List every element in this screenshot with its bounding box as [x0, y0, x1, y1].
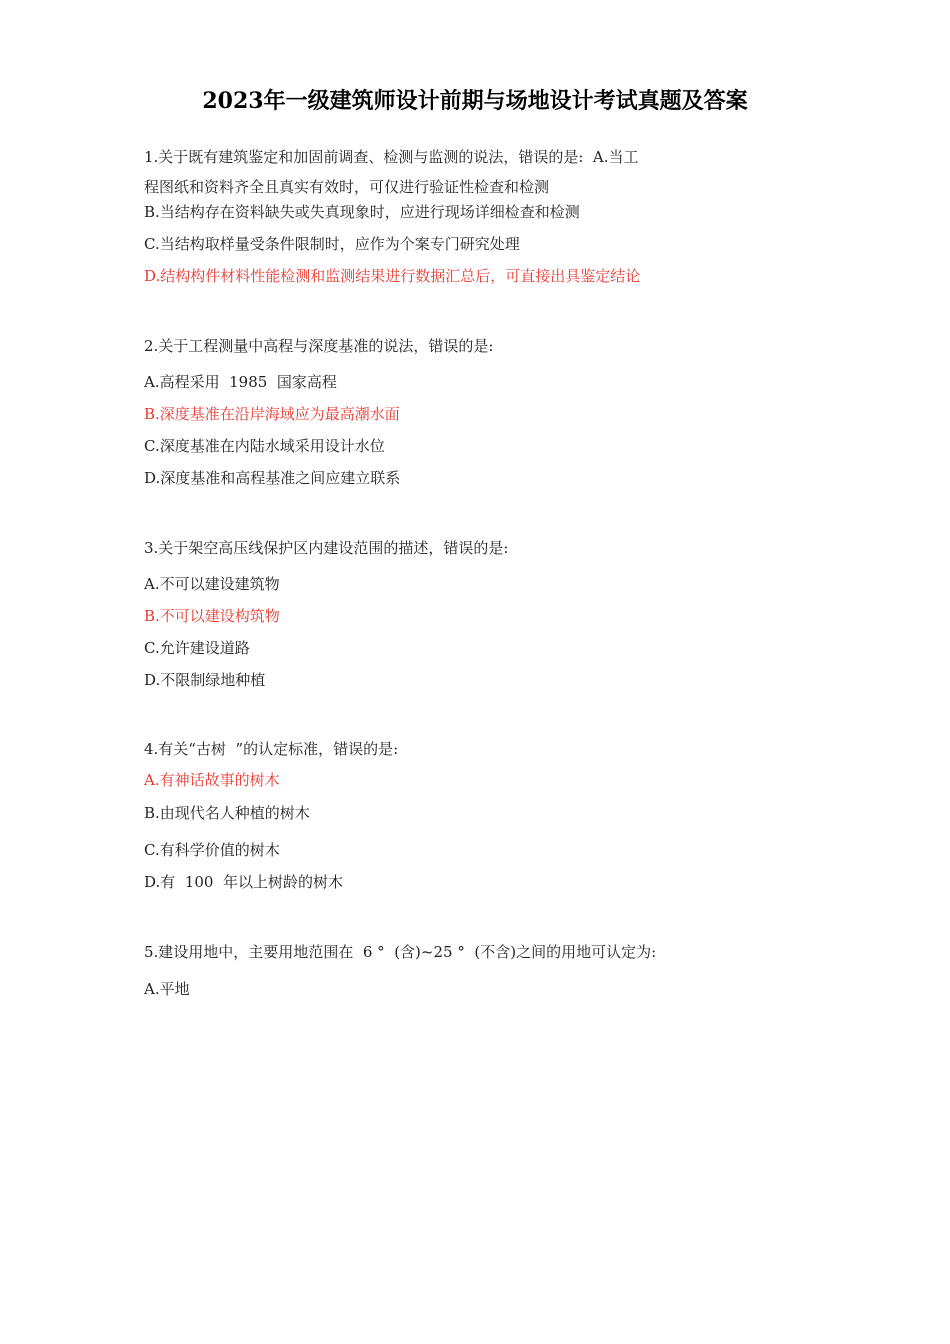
question-1-option-d-answer: D.结构构件材料性能检测和监测结果进行数据汇总后，可直接出具鉴定结论: [144, 267, 641, 285]
question-2-option-d: D.深度基准和高程基准之间应建立联系: [144, 469, 401, 487]
question-2-stem: 2.关于工程测量中高程与深度基准的说法，错误的是:: [144, 337, 494, 355]
question-4-option-b: B.由现代名人种植的树木: [144, 804, 310, 822]
question-4-option-c: C.有科学价值的树木: [144, 841, 280, 859]
question-1-option-c: C.当结构取样量受条件限制时，应作为个案专门研究处理: [144, 235, 520, 253]
question-1-stem-line-1: 1.关于既有建筑鉴定和加固前调查、检测与监测的说法，错误的是: A.当工: [144, 148, 639, 166]
question-4-stem: 4.有关“古树 ”的认定标准，错误的是:: [144, 740, 399, 758]
question-5-option-a: A.平地: [144, 980, 190, 998]
question-2-option-a: A.高程采用 1985 国家高程: [144, 373, 337, 391]
question-3-option-c: C.允许建设道路: [144, 639, 250, 657]
question-3-option-b-answer: B.不可以建设构筑物: [144, 607, 280, 625]
question-3-option-a: A.不可以建设建筑物: [144, 575, 280, 593]
question-4-option-d: D.有 100 年以上树龄的树木: [144, 873, 343, 891]
question-3-stem: 3.关于架空高压线保护区内建设范围的描述，错误的是:: [144, 539, 509, 557]
question-2-option-c: C.深度基准在内陆水域采用设计水位: [144, 437, 385, 455]
question-5-stem: 5.建设用地中，主要用地范围在 6 ° (含)~25 ° (不含)之间的用地可认定为:: [144, 943, 657, 961]
question-2-option-b-answer: B.深度基准在沿岸海域应为最高潮水面: [144, 405, 400, 423]
question-1-option-b: B.当结构存在资料缺失或失真现象时，应进行现场详细检查和检测: [144, 203, 580, 221]
question-4-option-a-answer: A.有神话故事的树木: [144, 771, 280, 789]
question-1-stem-line-2: 程图纸和资料齐全且真实有效时，可仅进行验证性检查和检测: [144, 178, 550, 196]
question-3-option-d: D.不限制绿地种植: [144, 671, 266, 689]
page-title: 2023年一级建筑师设计前期与场地设计考试真题及答案: [202, 88, 748, 114]
